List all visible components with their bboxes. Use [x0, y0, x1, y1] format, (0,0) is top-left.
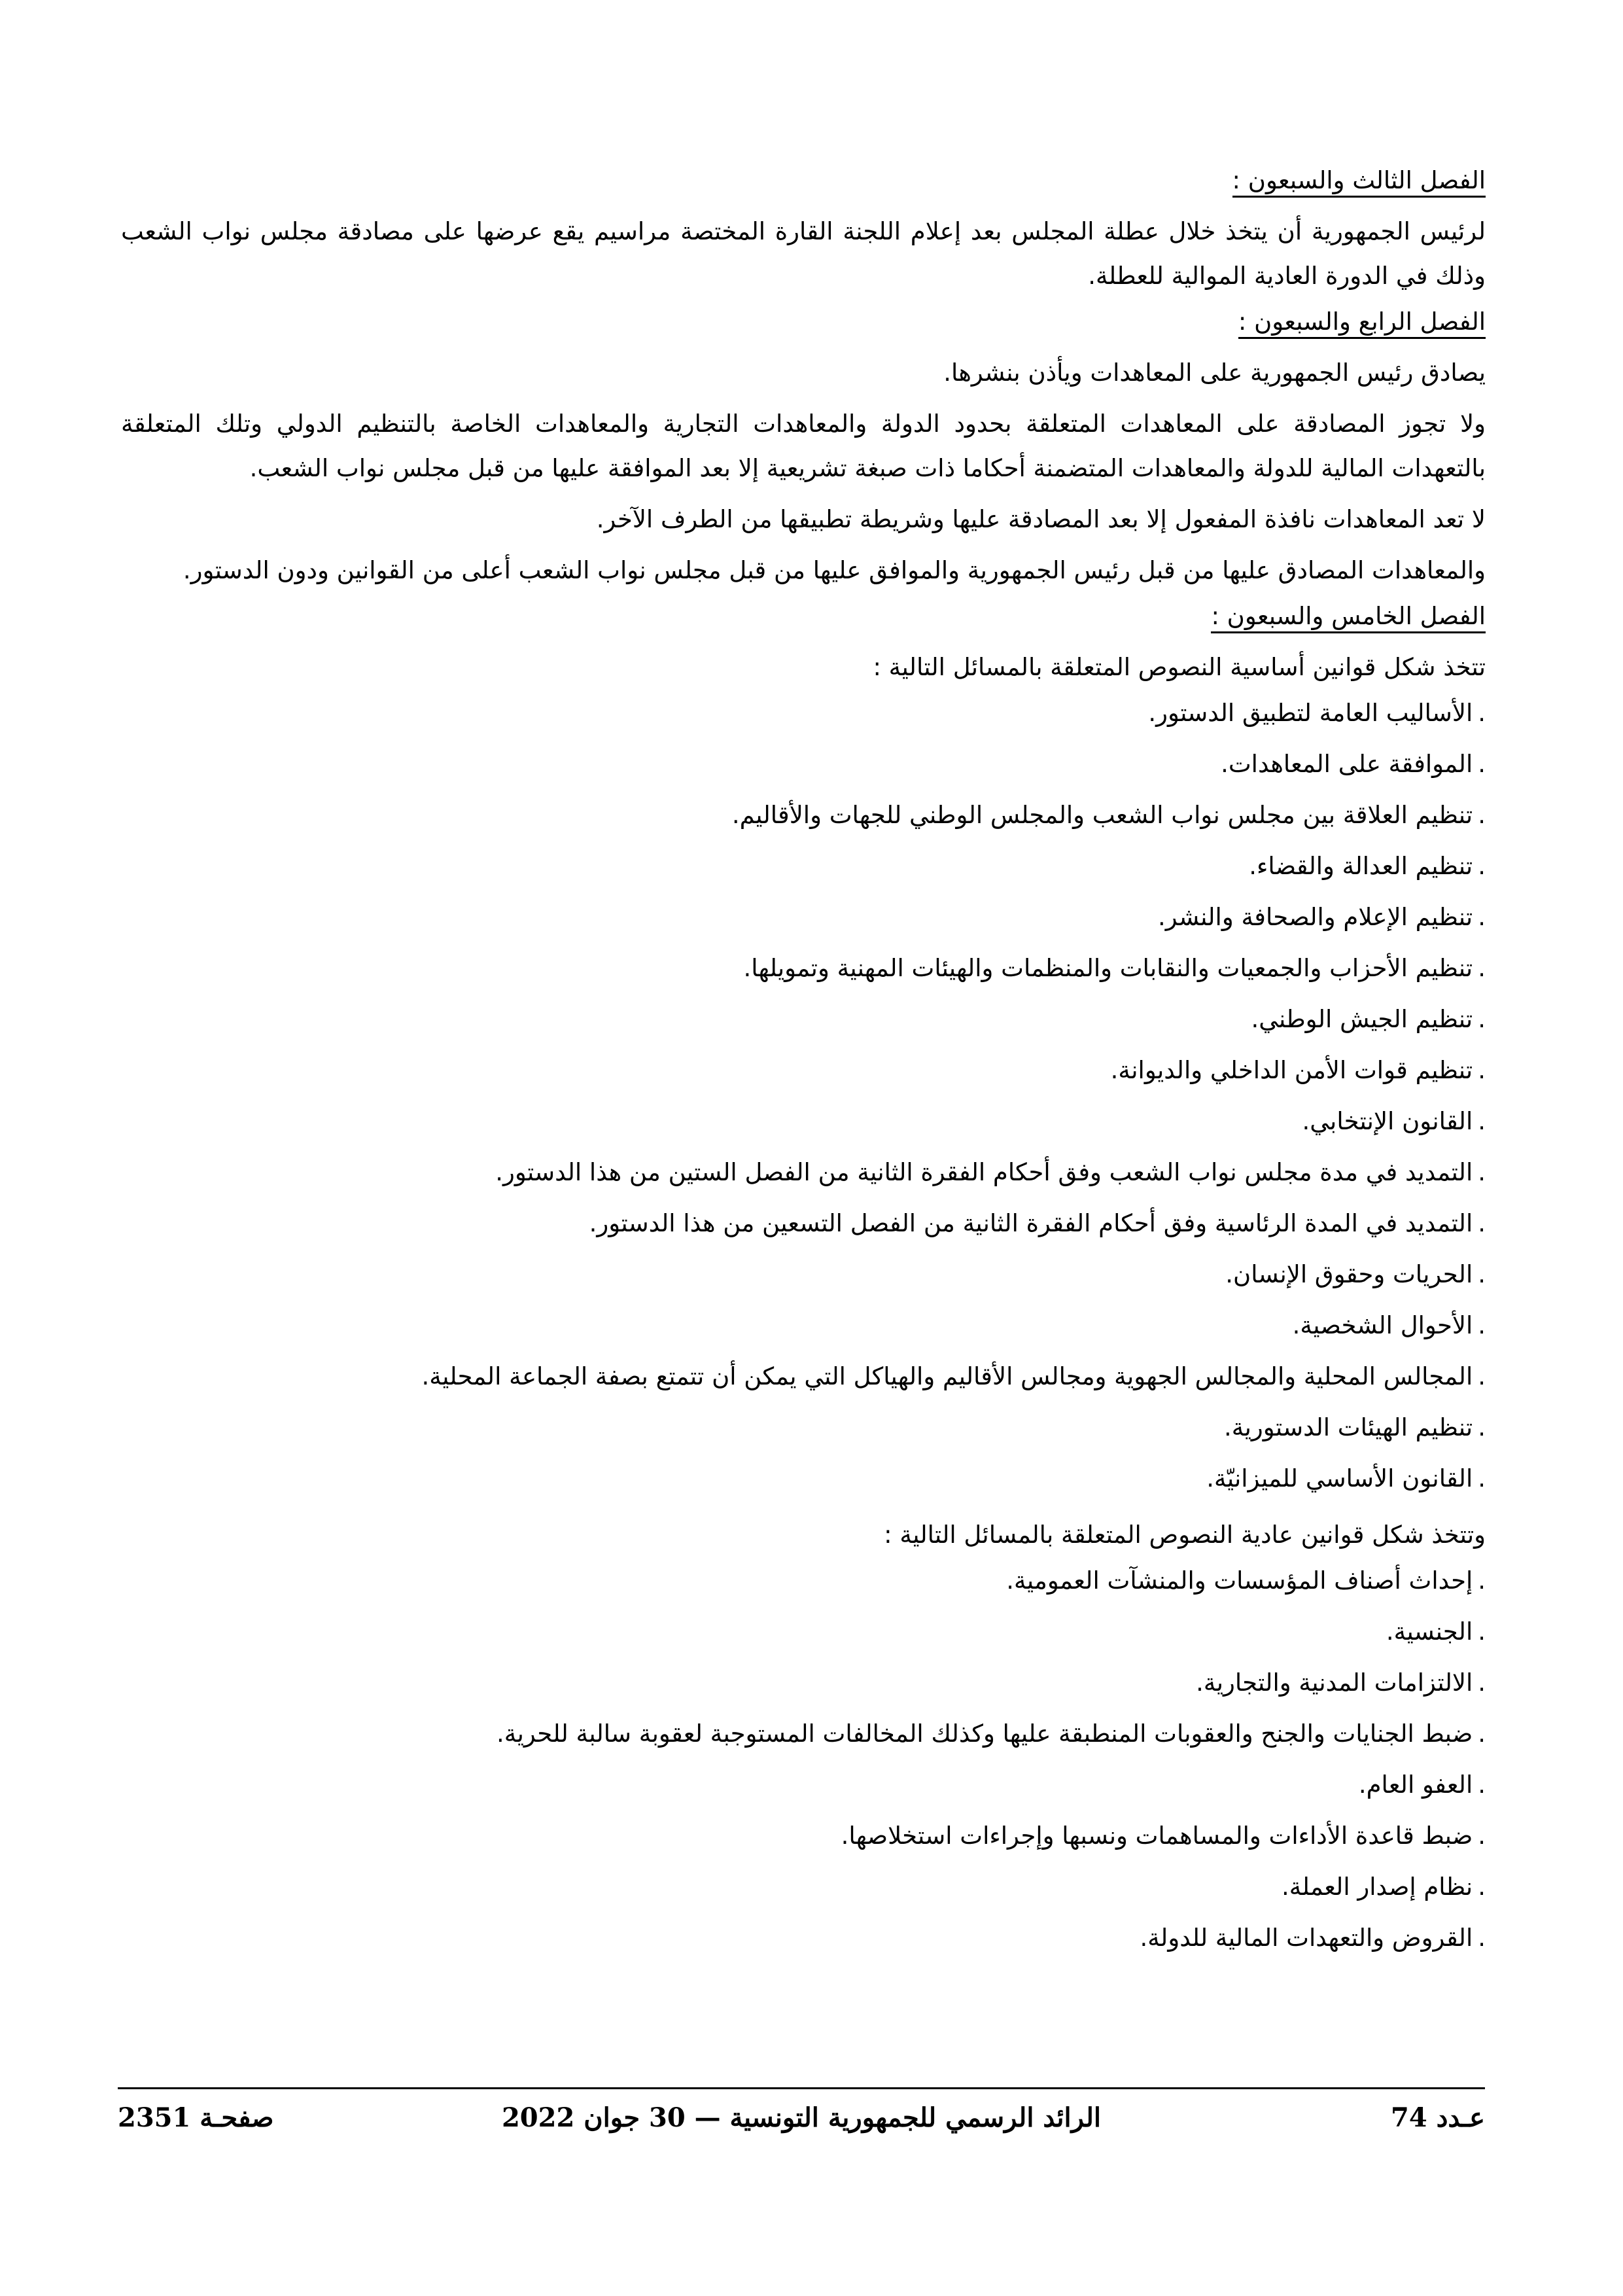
list-item: .تنظيم العدالة والقضاء.	[1249, 852, 1486, 880]
publication-title: الرائد الرسمي للجمهورية التونسية — 30 جوان 2022	[501, 2102, 1102, 2133]
list-item: .القانون الإنتخابي.	[1302, 1107, 1486, 1135]
bullet-marker: .	[1478, 1669, 1486, 1697]
issue-number: عـدد 74	[1391, 2102, 1485, 2133]
list-item: .التمديد في مدة مجلس نواب الشعب وفق أحكام الفقرة الثانية من الفصل الستين من هذا الدستور.	[495, 1158, 1486, 1186]
list-item: .العفو العام.	[1358, 1771, 1486, 1799]
bullet-marker: .	[1478, 903, 1486, 931]
organic-laws-intro: تتخذ شكل قوانين أساسية النصوص المتعلقة بالمسائل التالية :	[873, 653, 1486, 681]
bullet-marker: .	[1478, 1464, 1486, 1492]
list-item: .الحريات وحقوق الإنسان.	[1225, 1260, 1486, 1288]
list-item: .تنظيم العلاقة بين مجلس نواب الشعب والمجلس الوطني للجهات والأقاليم.	[731, 801, 1486, 829]
bullet-marker: .	[1478, 954, 1486, 982]
bullet-marker: .	[1478, 1056, 1486, 1084]
article-74-heading: الفصل الرابع والسبعون :	[121, 305, 1486, 339]
list-item: .التمديد في المدة الرئاسية وفق أحكام الفقرة الثانية من الفصل التسعين من هذا الدستور.	[589, 1209, 1486, 1237]
article-75-heading: الفصل الخامس والسبعون :	[121, 599, 1486, 633]
bullet-marker: .	[1478, 1822, 1486, 1850]
list-item: .المجالس المحلية والمجالس الجهوية ومجالس الأقاليم والهياكل التي يمكن أن تتمتع بصفة الجماعة المحلية.	[421, 1362, 1486, 1390]
bullet-marker: .	[1478, 1566, 1486, 1595]
footer-divider	[118, 2087, 1485, 2089]
list-item: .الالتزامات المدنية والتجارية.	[1196, 1669, 1486, 1697]
list-item: .تنظيم الإعلام والصحافة والنشر.	[1157, 903, 1486, 931]
list-item: .الموافقة على المعاهدات.	[1221, 750, 1486, 778]
ordinary-laws-intro: وتتخذ شكل قوانين عادية النصوص المتعلقة بالمسائل التالية :	[884, 1521, 1486, 1549]
list-item: .نظام إصدار العملة.	[1281, 1873, 1486, 1901]
bullet-marker: .	[1478, 1107, 1486, 1135]
bullet-marker: .	[1478, 1311, 1486, 1339]
list-item: .القروض والتعهدات المالية للدولة.	[1140, 1924, 1486, 1952]
list-item: .القانون الأساسي للميزانيّة.	[1206, 1464, 1486, 1492]
bullet-marker: .	[1478, 852, 1486, 880]
bullet-marker: .	[1478, 1617, 1486, 1646]
article-74-paragraph: ولا تجوز المصادقة على المعاهدات المتعلقة بحدود الدولة والمعاهدات التجارية والمعاهدات الخاصة بالتنظيم الدولي وتلك المتعلقة بالتعهدات المالية للدولة والمعاهدات المتضمنة أحكاما ذات صبغة تشريعية إلا بعد الموافقة عليها من قبل مجلس نواب الشعب.	[121, 410, 1486, 482]
article-73-heading: الفصل الثالث والسبعون :	[121, 164, 1486, 198]
organic-laws-list	[121, 696, 1486, 1496]
article-74-paragraph: يصادق رئيس الجمهورية على المعاهدات ويأذن بنشرها.	[943, 359, 1486, 387]
bullet-marker: .	[1478, 1209, 1486, 1237]
bullet-marker: .	[1478, 750, 1486, 778]
bullet-marker: .	[1478, 1413, 1486, 1441]
article-73-paragraph: لرئيس الجمهورية أن يتخذ خلال عطلة المجلس بعد إعلام اللجنة القارة المختصة مراسيم يقع عرضها على مصادقة مجلس نواب الشعب وذلك في الدورة العادية الموالية للعطلة.	[121, 217, 1486, 290]
bullet-marker: .	[1478, 1720, 1486, 1748]
document-body	[121, 164, 1486, 1972]
list-item: .إحداث أصناف المؤسسات والمنشآت العمومية.	[1006, 1566, 1486, 1595]
list-item: .تنظيم الجيش الوطني.	[1251, 1005, 1486, 1033]
bullet-marker: .	[1478, 801, 1486, 829]
list-item: .الأساليب العامة لتطبيق الدستور.	[1148, 699, 1486, 727]
bullet-marker: .	[1478, 699, 1486, 727]
bullet-marker: .	[1478, 1771, 1486, 1799]
list-item: .تنظيم الهيئات الدستورية.	[1224, 1413, 1486, 1441]
list-item: .تنظيم قوات الأمن الداخلي والديوانة.	[1110, 1056, 1486, 1084]
list-item: .ضبط الجنايات والجنح والعقوبات المنطبقة عليها وكذلك المخالفات المستوجبة لعقوبة سالبة للحرية.	[497, 1720, 1486, 1748]
list-item: .الجنسية.	[1386, 1617, 1486, 1646]
bullet-marker: .	[1478, 1924, 1486, 1952]
page-footer	[118, 2102, 1485, 2142]
list-item: .تنظيم الأحزاب والجمعيات والنقابات والمنظمات والهيئات المهنية وتمويلها.	[743, 954, 1486, 982]
list-item: .الأحوال الشخصية.	[1292, 1311, 1486, 1339]
bullet-marker: .	[1478, 1005, 1486, 1033]
article-74-paragraph: والمعاهدات المصادق عليها من قبل رئيس الجمهورية والموافق عليها من قبل مجلس نواب الشعب أعلى من القوانين ودون الدستور.	[183, 556, 1486, 584]
bullet-marker: .	[1478, 1873, 1486, 1901]
article-74-paragraph: لا تعد المعاهدات نافذة المفعول إلا بعد المصادقة عليها وشريطة تطبيقها من الطرف الآخر.	[596, 505, 1486, 533]
ordinary-laws-list	[121, 1564, 1486, 1955]
bullet-marker: .	[1478, 1260, 1486, 1288]
list-item: .ضبط قاعدة الأداءات والمساهمات ونسبها وإجراءات استخلاصها.	[841, 1822, 1486, 1850]
bullet-marker: .	[1478, 1158, 1486, 1186]
page-number: صفحـة 2351	[118, 2102, 274, 2133]
bullet-marker: .	[1478, 1362, 1486, 1390]
